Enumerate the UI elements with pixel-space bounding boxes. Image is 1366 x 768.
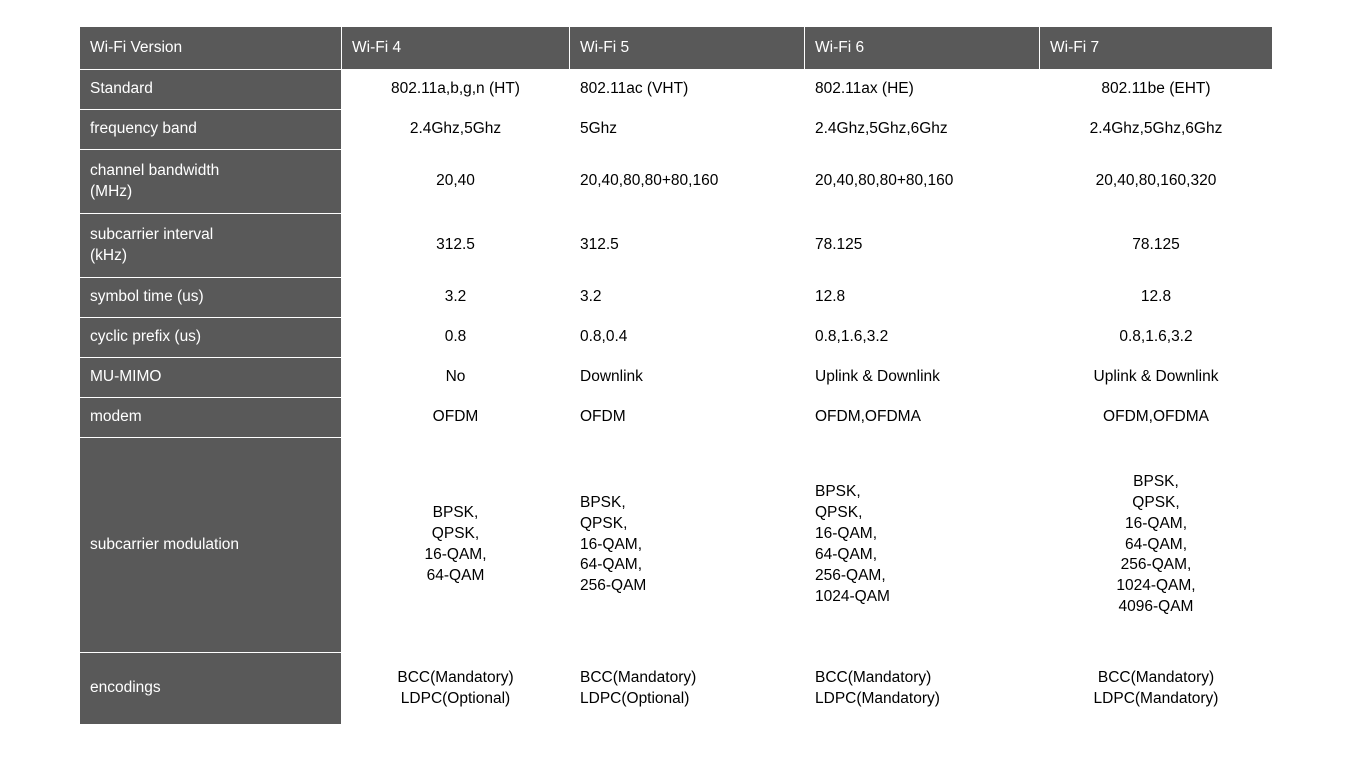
cell-line: Downlink	[580, 368, 643, 386]
cell-line: BCC(Mandatory)	[1097, 668, 1215, 686]
cell-line: 802.11be (EHT)	[1101, 80, 1211, 98]
row-header-cell	[80, 150, 342, 214]
table-cell	[805, 214, 1040, 278]
cell-content	[580, 171, 794, 192]
row-header-label	[90, 119, 331, 140]
table-cell	[342, 214, 570, 278]
table-row	[80, 358, 1273, 398]
table-cell	[342, 653, 570, 725]
row-header-cell	[80, 110, 342, 150]
table-cell	[342, 150, 570, 214]
table-cell	[1040, 653, 1273, 725]
cell-line: 3.2	[444, 288, 467, 306]
cell-content	[352, 119, 559, 140]
cell-line: 0.8,0.4	[580, 328, 628, 346]
cell-content	[1050, 287, 1262, 308]
cell-content	[1050, 668, 1262, 710]
cell-line: Uplink & Downlink	[1093, 368, 1219, 386]
cell-content	[580, 287, 794, 308]
row-header-cell	[80, 438, 342, 653]
row-header-line: modem	[90, 408, 142, 426]
cell-line: 20,40	[436, 172, 475, 190]
cell-line: OFDM,OFDMA	[815, 408, 921, 426]
table-row	[80, 278, 1273, 318]
cell-line: 802.11ax (HE)	[815, 80, 914, 98]
table-cell	[570, 150, 805, 214]
row-header-label	[90, 287, 331, 308]
row-header-line: (MHz)	[90, 182, 133, 200]
table-row	[80, 70, 1273, 110]
cell-content	[580, 493, 794, 598]
cell-content	[815, 668, 1029, 710]
cell-line: BCC(Mandatory)	[815, 668, 932, 686]
row-header-label	[90, 225, 331, 267]
row-header-label	[90, 327, 331, 348]
cell-line: BCC(Mandatory)	[397, 668, 514, 686]
cell-line: 78.125	[1132, 236, 1180, 254]
cell-content	[352, 407, 559, 428]
cell-content	[815, 235, 1029, 256]
row-header-cell	[80, 358, 342, 398]
cell-line: 64-QAM,	[580, 556, 643, 574]
cell-content	[352, 503, 559, 587]
table-cell	[570, 214, 805, 278]
table-cell	[805, 110, 1040, 150]
cell-line: 0.8,1.6,3.2	[815, 328, 889, 346]
cell-line: LDPC(Mandatory)	[815, 689, 940, 707]
row-header-label	[90, 161, 331, 203]
cell-line: 256-QAM,	[815, 566, 886, 584]
cell-line: 802.11ac (VHT)	[580, 80, 689, 98]
row-header-line: subcarrier modulation	[90, 535, 240, 553]
cell-line: 256-QAM,	[1120, 556, 1192, 574]
row-header-line: symbol time (us)	[90, 288, 204, 306]
cell-content	[815, 171, 1029, 192]
row-header-line: channel bandwidth	[90, 161, 220, 179]
cell-line: 20,40,80,80+80,160	[815, 172, 954, 190]
table-row	[80, 150, 1273, 214]
cell-line: 78.125	[815, 236, 863, 254]
table-cell	[1040, 438, 1273, 653]
cell-content	[1050, 327, 1262, 348]
cell-line: 16-QAM,	[580, 535, 643, 553]
table-cell	[342, 438, 570, 653]
cell-content	[352, 668, 559, 710]
cell-line: 64-QAM,	[815, 546, 878, 563]
row-header-label	[90, 79, 331, 100]
cell-content	[1050, 407, 1262, 428]
cell-line: 5Ghz	[580, 120, 618, 138]
table-cell	[1040, 358, 1273, 398]
cell-line: QPSK,	[815, 504, 863, 522]
row-header-label	[90, 535, 331, 556]
table-cell	[805, 318, 1040, 358]
table-header	[80, 27, 1273, 70]
table-cell	[1040, 150, 1273, 214]
cell-content	[1050, 171, 1262, 192]
cell-line: 1024-QAM,	[1116, 577, 1196, 595]
row-header-cell	[80, 653, 342, 725]
cell-line: BPSK,	[580, 493, 626, 511]
row-header-cell	[80, 278, 342, 318]
cell-content	[815, 367, 1029, 388]
cell-line: 1024-QAM	[815, 587, 890, 605]
row-header-line: Standard	[90, 80, 153, 98]
cell-line: 802.11a,b,g,n (HT)	[391, 80, 520, 98]
column-header-wifi4: Wi-Fi 4	[342, 27, 570, 70]
cell-line: QPSK,	[580, 514, 628, 532]
row-header-line: subcarrier interval	[90, 225, 214, 243]
table-cell	[342, 70, 570, 110]
cell-line: 3.2	[580, 288, 602, 306]
cell-content	[352, 287, 559, 308]
cell-line: No	[445, 368, 466, 386]
cell-line: 12.8	[815, 288, 846, 306]
row-header-label	[90, 367, 331, 388]
cell-line: OFDM	[432, 408, 479, 426]
table-cell	[570, 278, 805, 318]
cell-content	[815, 482, 1029, 608]
table-cell	[342, 398, 570, 438]
row-header-line: frequency band	[90, 120, 197, 138]
cell-line: OFDM,OFDMA	[1103, 408, 1209, 426]
row-header-line: cyclic prefix (us)	[90, 328, 202, 346]
cell-line: BPSK,	[432, 504, 479, 522]
column-header-version: Wi-Fi Version	[80, 27, 342, 70]
table-cell	[805, 398, 1040, 438]
table-cell	[805, 150, 1040, 214]
table-cell	[1040, 278, 1273, 318]
cell-line: 2.4Ghz,5Ghz	[409, 120, 502, 138]
cell-line: BPSK,	[815, 483, 861, 501]
table-cell	[570, 358, 805, 398]
table-body	[80, 70, 1273, 725]
cell-line: 20,40,80,80+80,160	[580, 172, 719, 190]
cell-line: 2.4Ghz,5Ghz,6Ghz	[815, 120, 948, 138]
cell-content	[580, 367, 794, 388]
cell-line: 12.8	[1140, 288, 1172, 306]
cell-line: 20,40,80,160,320	[1095, 172, 1217, 190]
cell-line: 16-QAM,	[815, 525, 878, 543]
table-cell	[805, 653, 1040, 725]
cell-content	[352, 79, 559, 100]
cell-content	[815, 79, 1029, 100]
cell-line: LDPC(Optional)	[580, 689, 690, 707]
cell-content	[352, 171, 559, 192]
table-cell	[805, 70, 1040, 110]
cell-line: BPSK,	[1133, 472, 1179, 490]
cell-line: 0.8,1.6,3.2	[1119, 328, 1193, 346]
table-cell	[570, 318, 805, 358]
cell-line: 16-QAM,	[1124, 514, 1187, 532]
cell-line: 312.5	[436, 236, 475, 254]
table-header-row	[80, 27, 1273, 70]
cell-line: 16-QAM,	[424, 546, 487, 563]
cell-line: Uplink & Downlink	[815, 368, 940, 386]
cell-content	[1050, 235, 1262, 256]
table-cell	[1040, 318, 1273, 358]
table-row	[80, 214, 1273, 278]
cell-content	[352, 235, 559, 256]
cell-content	[815, 327, 1029, 348]
cell-content	[580, 327, 794, 348]
row-header-line: (kHz)	[90, 246, 128, 264]
cell-line: 2.4Ghz,5Ghz,6Ghz	[1089, 120, 1223, 138]
cell-line: QPSK,	[431, 525, 480, 543]
cell-line: 4096-QAM	[1118, 598, 1194, 616]
cell-content	[580, 668, 794, 710]
cell-content	[1050, 79, 1262, 100]
cell-line: OFDM	[580, 408, 626, 426]
cell-line: 312.5	[580, 236, 619, 254]
cell-content	[815, 119, 1029, 140]
wifi-comparison-table	[79, 26, 1273, 725]
cell-line: BCC(Mandatory)	[580, 668, 697, 686]
column-header-wifi6: Wi-Fi 6	[805, 27, 1040, 70]
column-header-wifi5: Wi-Fi 5	[570, 27, 805, 70]
table-row	[80, 318, 1273, 358]
table-row	[80, 110, 1273, 150]
cell-line: 0.8	[444, 328, 467, 346]
table-cell	[805, 358, 1040, 398]
table-cell	[805, 278, 1040, 318]
table-cell	[570, 653, 805, 725]
table-row	[80, 438, 1273, 653]
table-cell	[1040, 214, 1273, 278]
row-header-line: encodings	[90, 679, 161, 697]
table-cell	[570, 70, 805, 110]
cell-content	[352, 327, 559, 348]
cell-content	[580, 119, 794, 140]
cell-content	[352, 367, 559, 388]
row-header-cell	[80, 214, 342, 278]
table-cell	[1040, 398, 1273, 438]
table-cell	[570, 110, 805, 150]
table-cell	[1040, 110, 1273, 150]
table-cell	[805, 438, 1040, 653]
cell-line: LDPC(Mandatory)	[1093, 689, 1219, 707]
column-header-wifi7: Wi-Fi 7	[1040, 27, 1273, 70]
table-cell	[342, 358, 570, 398]
row-header-label	[90, 407, 331, 428]
cell-content	[1050, 367, 1262, 388]
cell-line: 64-QAM	[426, 566, 485, 584]
table-cell	[1040, 70, 1273, 110]
wifi-comparison-table-wrapper	[79, 26, 1272, 725]
cell-line: 256-QAM	[580, 577, 647, 595]
cell-line: 64-QAM,	[1124, 535, 1187, 553]
cell-line: LDPC(Optional)	[400, 689, 511, 707]
row-header-cell	[80, 318, 342, 358]
cell-content	[580, 407, 794, 428]
row-header-cell	[80, 398, 342, 438]
cell-content	[580, 235, 794, 256]
table-cell	[342, 278, 570, 318]
table-row	[80, 398, 1273, 438]
row-header-line: MU-MIMO	[90, 368, 162, 386]
row-header-label	[90, 678, 331, 699]
cell-line: QPSK,	[1132, 493, 1180, 511]
cell-content	[815, 287, 1029, 308]
table-cell	[570, 438, 805, 653]
cell-content	[580, 79, 794, 100]
row-header-cell	[80, 70, 342, 110]
table-cell	[342, 318, 570, 358]
cell-content	[1050, 472, 1262, 618]
table-cell	[342, 110, 570, 150]
cell-content	[1050, 119, 1262, 140]
table-row	[80, 653, 1273, 725]
table-cell	[570, 398, 805, 438]
cell-content	[815, 407, 1029, 428]
